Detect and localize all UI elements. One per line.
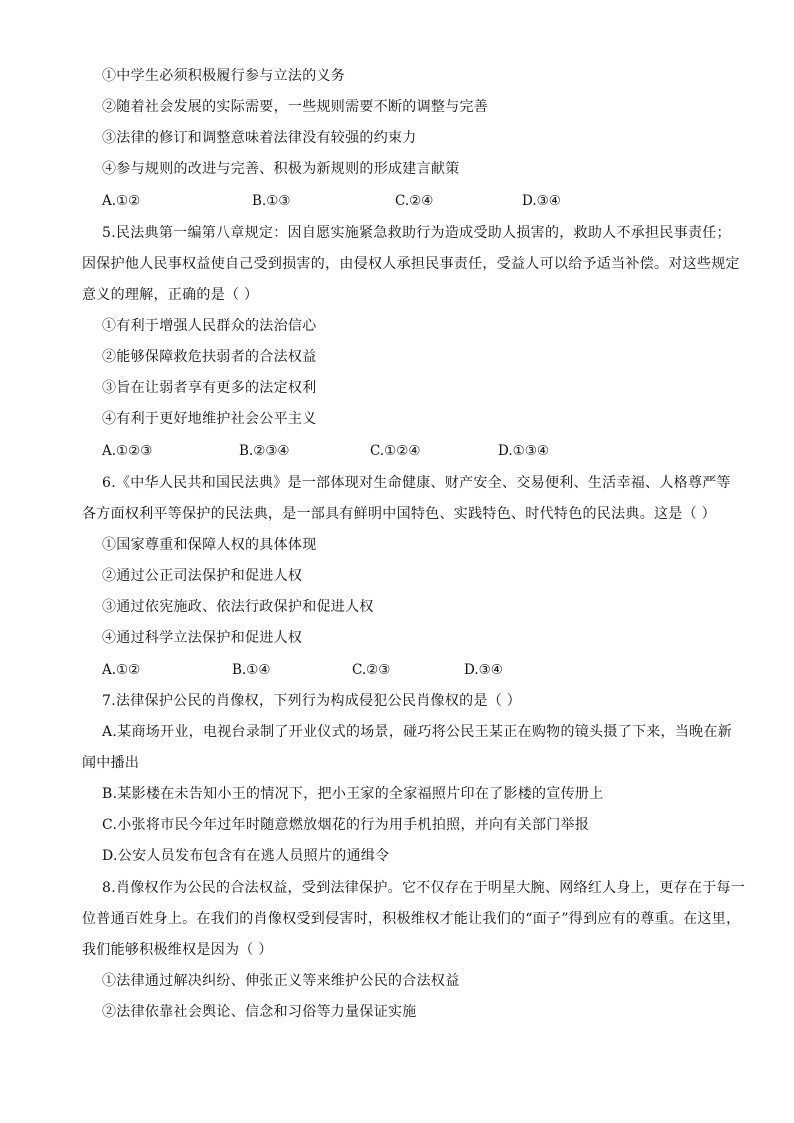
q5-item-4: ④有利于更好地维护社会公平主义 (102, 411, 317, 427)
q7-option-a-line-1: A.某商场开业，电视台录制了开业仪式的场景，碰巧将公民王某正在购物的镜头摄了下来，当晚在新 (102, 724, 733, 740)
q4-item-3: ③法律的修订和调整意味着法律没有较强的约束力 (102, 130, 417, 146)
q5-option-b: B.②③④ (239, 443, 290, 459)
q5-stem-line-2: 因保护他人民事权益使自己受到损害的，由侵权人承担民事责任，受益人可以给予适当补偿。对这些规定 (82, 256, 740, 272)
q8-stem-line-2: 位普通百姓身上。在我们的肖像权受到侵害时，积极维权才能让我们的“面子”得到应有的尊重。在这里， (82, 911, 741, 927)
q6-option-b: B.①④ (232, 662, 271, 678)
q6-option-c: C.②③ (352, 662, 391, 678)
q5-item-2: ②能够保障救危扶弱者的合法权益 (102, 349, 317, 365)
q6-item-1: ①国家尊重和保障人权的具体体现 (102, 537, 317, 553)
q4-option-c: C.②④ (395, 193, 434, 209)
q5-stem-line-3: 意义的理解，正确的是（ ） (82, 287, 259, 303)
q4-option-b: B.①③ (252, 193, 291, 209)
q7-option-d: D.公安人员发布包含有在逃人员照片的通缉令 (102, 848, 390, 864)
q6-stem-line-2: 各方面权利平等保护的民法典，是一部具有鲜明中国特色、实践特色、时代特色的民法典。这是（ ） (82, 506, 716, 522)
q4-option-a: A.①② (102, 193, 141, 209)
q4-option-d: D.③④ (522, 193, 561, 209)
q7-option-a-line-2: 闻中播出 (82, 755, 140, 771)
q5-item-1: ①有利于增强人民群众的法治信心 (102, 318, 317, 334)
q7-option-c: C.小张将市民今年过年时随意燃放烟花的行为用手机拍照，并向有关部门举报 (102, 817, 590, 833)
q4-item-4: ④参与规则的改进与完善、积极为新规则的形成建言献策 (102, 161, 460, 177)
q4-item-2: ②随着社会发展的实际需要，一些规则需要不断的调整与完善 (102, 99, 489, 115)
q5-item-3: ③旨在让弱者享有更多的法定权利 (102, 380, 317, 396)
q5-option-c: C.①②④ (370, 443, 421, 459)
q8-stem-line-1: 8.肖像权作为公民的合法权益，受到法律保护。它不仅存在于明星大腕、网络红人身上，更存在于每一 (102, 880, 746, 896)
q5-stem-line-1: 5.民法典第一编第八章规定：因自愿实施紧急救助行为造成受助人损害的，救助人不承担民事责任； (102, 225, 731, 241)
q7-option-b: B.某影楼在未告知小王的情况下，把小王家的全家福照片印在了影楼的宣传册上 (102, 786, 604, 802)
q8-item-2: ②法律依靠社会舆论、信念和习俗等力量保证实施 (102, 1004, 417, 1020)
q6-item-4: ④通过科学立法保护和促进人权 (102, 630, 303, 646)
q8-stem-line-3: 我们能够积极维权是因为（ ） (82, 942, 273, 958)
q7-stem: 7.法律保护公民的肖像权，下列行为构成侵犯公民肖像权的是（ ） (102, 693, 522, 709)
q6-item-2: ②通过公正司法保护和促进人权 (102, 568, 303, 584)
q6-option-d: D.③④ (464, 662, 503, 678)
q6-stem-line-1: 6.《中华人民共和国民法典》是一部体现对生命健康、财产安全、交易便利、生活幸福、人格尊严等 (102, 475, 731, 491)
q6-option-a: A.①② (102, 662, 141, 678)
q6-item-3: ③通过依宪施政、依法行政保护和促进人权 (102, 599, 374, 615)
q5-option-d: D.①③④ (498, 443, 549, 459)
q8-item-1: ①法律通过解决纠纷、伸张正义等来维护公民的合法权益 (102, 973, 460, 989)
q4-item-1: ①中学生必须积极履行参与立法的义务 (102, 68, 346, 84)
q5-option-a: A.①②③ (102, 443, 153, 459)
